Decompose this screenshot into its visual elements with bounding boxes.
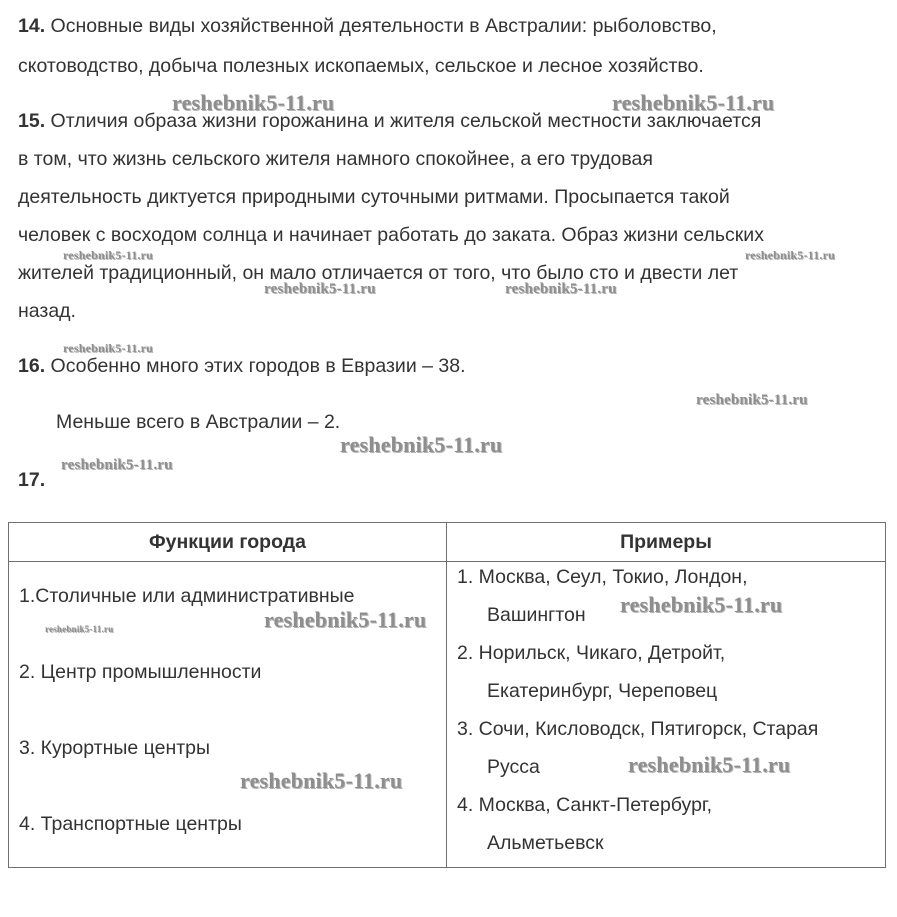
q15-line-5: жителей традиционный, он мало отличается от того, что было сто и двести лет xyxy=(18,262,739,284)
watermark: reshebnik5-11.ru xyxy=(63,341,153,355)
watermark: reshebnik5-11.ru xyxy=(696,392,808,408)
function-4: 4. Транспортные центры xyxy=(19,813,242,835)
q16-line-1 xyxy=(18,354,466,378)
q16-number: 16. xyxy=(18,355,46,377)
watermark: reshebnik5-11.ru xyxy=(628,752,791,777)
watermark: reshebnik5-11.ru xyxy=(620,592,783,617)
function-2: 2. Центр промышленности xyxy=(19,661,262,683)
watermark: reshebnik5-11.ru xyxy=(172,90,335,115)
example-1-line-2: Вашингтон xyxy=(487,604,586,626)
example-2-line-1: 2. Норильск, Чикаго, Детройт, xyxy=(457,642,726,664)
header-functions: Функции города xyxy=(9,523,447,562)
watermark: reshebnik5-11.ru xyxy=(45,624,114,634)
example-2-line-2: Екатеринбург, Череповец xyxy=(487,680,718,702)
function-3: 3. Курортные центры xyxy=(19,737,211,759)
city-functions-table xyxy=(8,522,886,868)
example-4-line-2: Альметьевск xyxy=(487,832,604,854)
watermark: reshebnik5-11.ru xyxy=(240,768,403,793)
q17-number: 17. xyxy=(18,469,46,491)
q14-line-2: скотоводство, добыча полезных ископаемых, сельское и лесное хозяйство. xyxy=(18,55,704,77)
q15-text-1: Отличия образа жизни горожанина и жителя сельской местности заключается xyxy=(50,110,762,132)
q14-number: 14. xyxy=(18,15,46,37)
watermark: reshebnik5-11.ru xyxy=(264,607,427,632)
table-header-row xyxy=(9,523,886,562)
q16-text-1: Особенно много этих городов в Евразии – 38. xyxy=(50,355,466,377)
q14-line-1 xyxy=(18,14,717,38)
q15-line-4: человек с восходом солнца и начинает работать до заката. Образ жизни сельских xyxy=(18,224,764,246)
watermark: reshebnik5-11.ru xyxy=(61,457,173,473)
q14-text-1: Основные виды хозяйственной деятельности в Австралии: рыболовство, xyxy=(50,15,717,37)
watermark: reshebnik5-11.ru xyxy=(745,248,835,262)
q15-number: 15. xyxy=(18,110,46,132)
example-3-line-2: Русса xyxy=(487,756,540,778)
example-4-line-1: 4. Москва, Санкт-Петербург, xyxy=(457,794,713,816)
function-1: 1.Столичные или административные xyxy=(19,585,355,607)
q15-line-2: в том, что жизнь сельского жителя намного спокойнее, а его трудовая xyxy=(18,148,653,170)
header-examples: Примеры xyxy=(447,523,886,562)
q15-line-3: деятельность диктуется природными суточными ритмами. Просыпается такой xyxy=(18,186,730,208)
example-3-line-1: 3. Сочи, Кисловодск, Пятигорск, Старая xyxy=(457,718,819,740)
watermark: reshebnik5-11.ru xyxy=(63,248,153,262)
watermark: reshebnik5-11.ru xyxy=(612,90,775,115)
watermark: reshebnik5-11.ru xyxy=(340,432,503,457)
q15-line-6: назад. xyxy=(18,300,76,322)
watermark: reshebnik5-11.ru xyxy=(264,281,376,297)
watermark: reshebnik5-11.ru xyxy=(505,281,617,297)
example-1-line-1: 1. Москва, Сеул, Токио, Лондон, xyxy=(457,566,748,588)
q16-line-2: Меньше всего в Австралии – 2. xyxy=(56,411,341,433)
